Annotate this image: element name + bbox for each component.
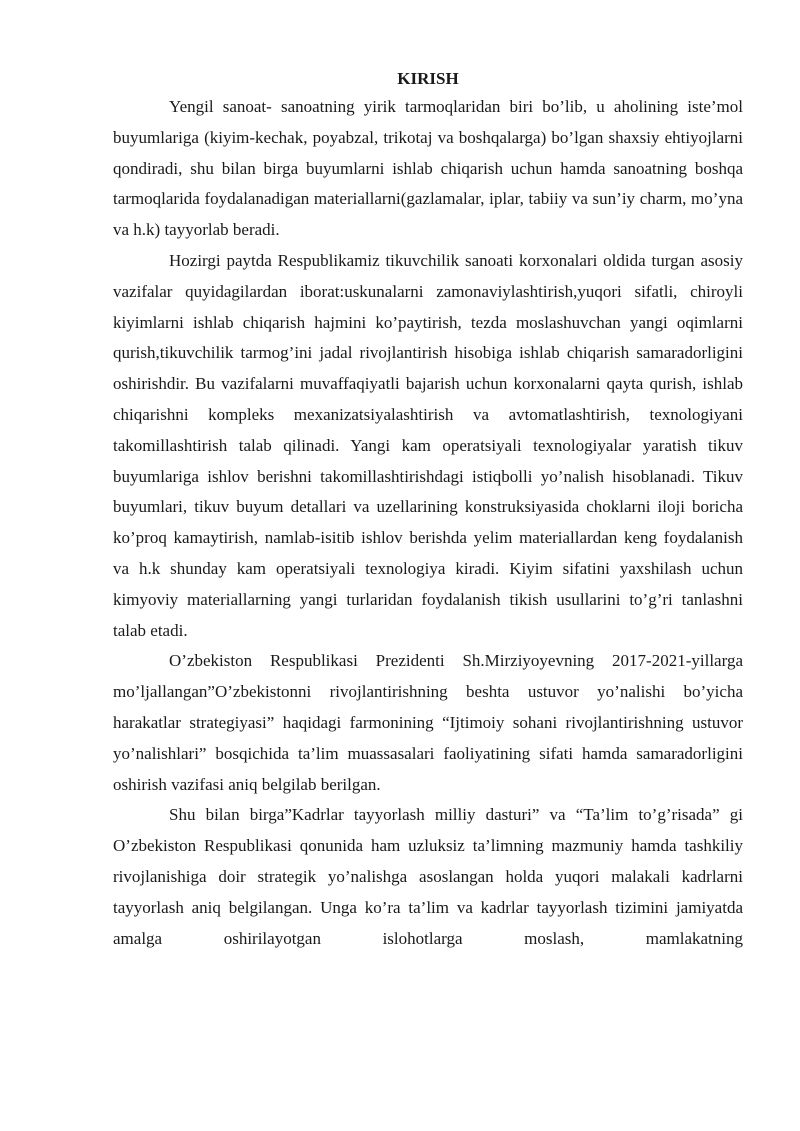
document-page [113, 64, 743, 954]
paragraph-2: Hozirgi paytda Respublikamiz tikuvchilik sanoati korxonalari oldida turgan asosiy vazifalar quyidagilardan iborat:uskunalarni zamonaviylashtirish,yuqori sifatli, chiroyli kiyimlarni ishlab chiqarish hajmini ko’paytirish, tezda moslashuvchan yangi oqimlarni qurish,tikuvchilik tarmog’ini jadal rivojlantirish hisobiga ishlab chiqarish samaradorligini oshirishdir. Bu vazifalarni muvaffaqiyatli bajarish uchun korxonalarni qayta qurish, ishlab chiqarishni kompleks mexanizatsiyalashtirish va avtomatlashtirish, texnologiyani takomillashtirish talab qilinadi. Yangi kam operatsiyali texnologiyalar yaratish tikuv buyumlariga ishlov berishni takomillashtirishdagi istiqbolli yo’nalish hisoblanadi. Tikuv buyumlari, tikuv buyum detallari va uzellarining konstruksiyasida choklarni iloji boricha ko’proq kamaytirish, namlab-isitib ishlov berishda yelim materiallardan keng foydalanish va h.k shunday kam operatsiyali texnologiya kiradi. Kiyim sifatini yaxshilash uchun kimyoviy materiallarning yangi turlaridan foydalanish tikish usullarini to’g’ri tanlashni talab etadi. [113, 250, 743, 640]
paragraph-1: Yengil sanoat- sanoatning yirik tarmoqlaridan biri bo’lib, u aholining iste’mol buyumlariga (kiyim-kechak, poyabzal, trikotaj va boshqalarga) bo’lgan shaxsiy ehtiyojlarni qondiradi, shu bilan birga buyumlarni ishlab chiqarish uchun hamda sanoatning boshqa tarmoqlarida foydalanadigan materiallarni(gazlamalar, iplar, tabiiy va sun’iy charm, mo’yna va h.k) tayyorlab beradi. [113, 97, 743, 240]
paragraph-4: Shu bilan birga”Kadrlar tayyorlash milliy dasturi” va “Ta’lim to’g’risada” gi O’zbekiston Respublikasi qonunida ham uzluksiz ta’limning mazmuniy hamda tashkiliy rivojlanishiga doir strategik yo’nalishga asoslangan holda yuqori malakali kadrlarni tayyorlash aniq belgilangan. Unga ko’ra ta’lim va kadrlar tayyorlash tizimini jamiyatda amalga oshirilayotgan islohotlarga moslash, mamlakatning [113, 805, 743, 948]
document-title: KIRISH [397, 69, 459, 88]
paragraph-3: O’zbekiston Respublikasi Prezidenti Sh.Mirziyoyevning 2017-2021-yillarga mo’ljallangan”O’zbekistonni rivojlantirishning beshta ustuvor yo’nalishi bo’yicha harakatlar strategiyasi” haqidagi farmonining “Ijtimoiy sohani rivojlantirishning ustuvor yo’nalishlari” bosqichida ta’lim muassasalari faoliyatining sifati hamda samaradorligini oshirish vazifasi aniq belgilab berilgan. [113, 651, 743, 794]
